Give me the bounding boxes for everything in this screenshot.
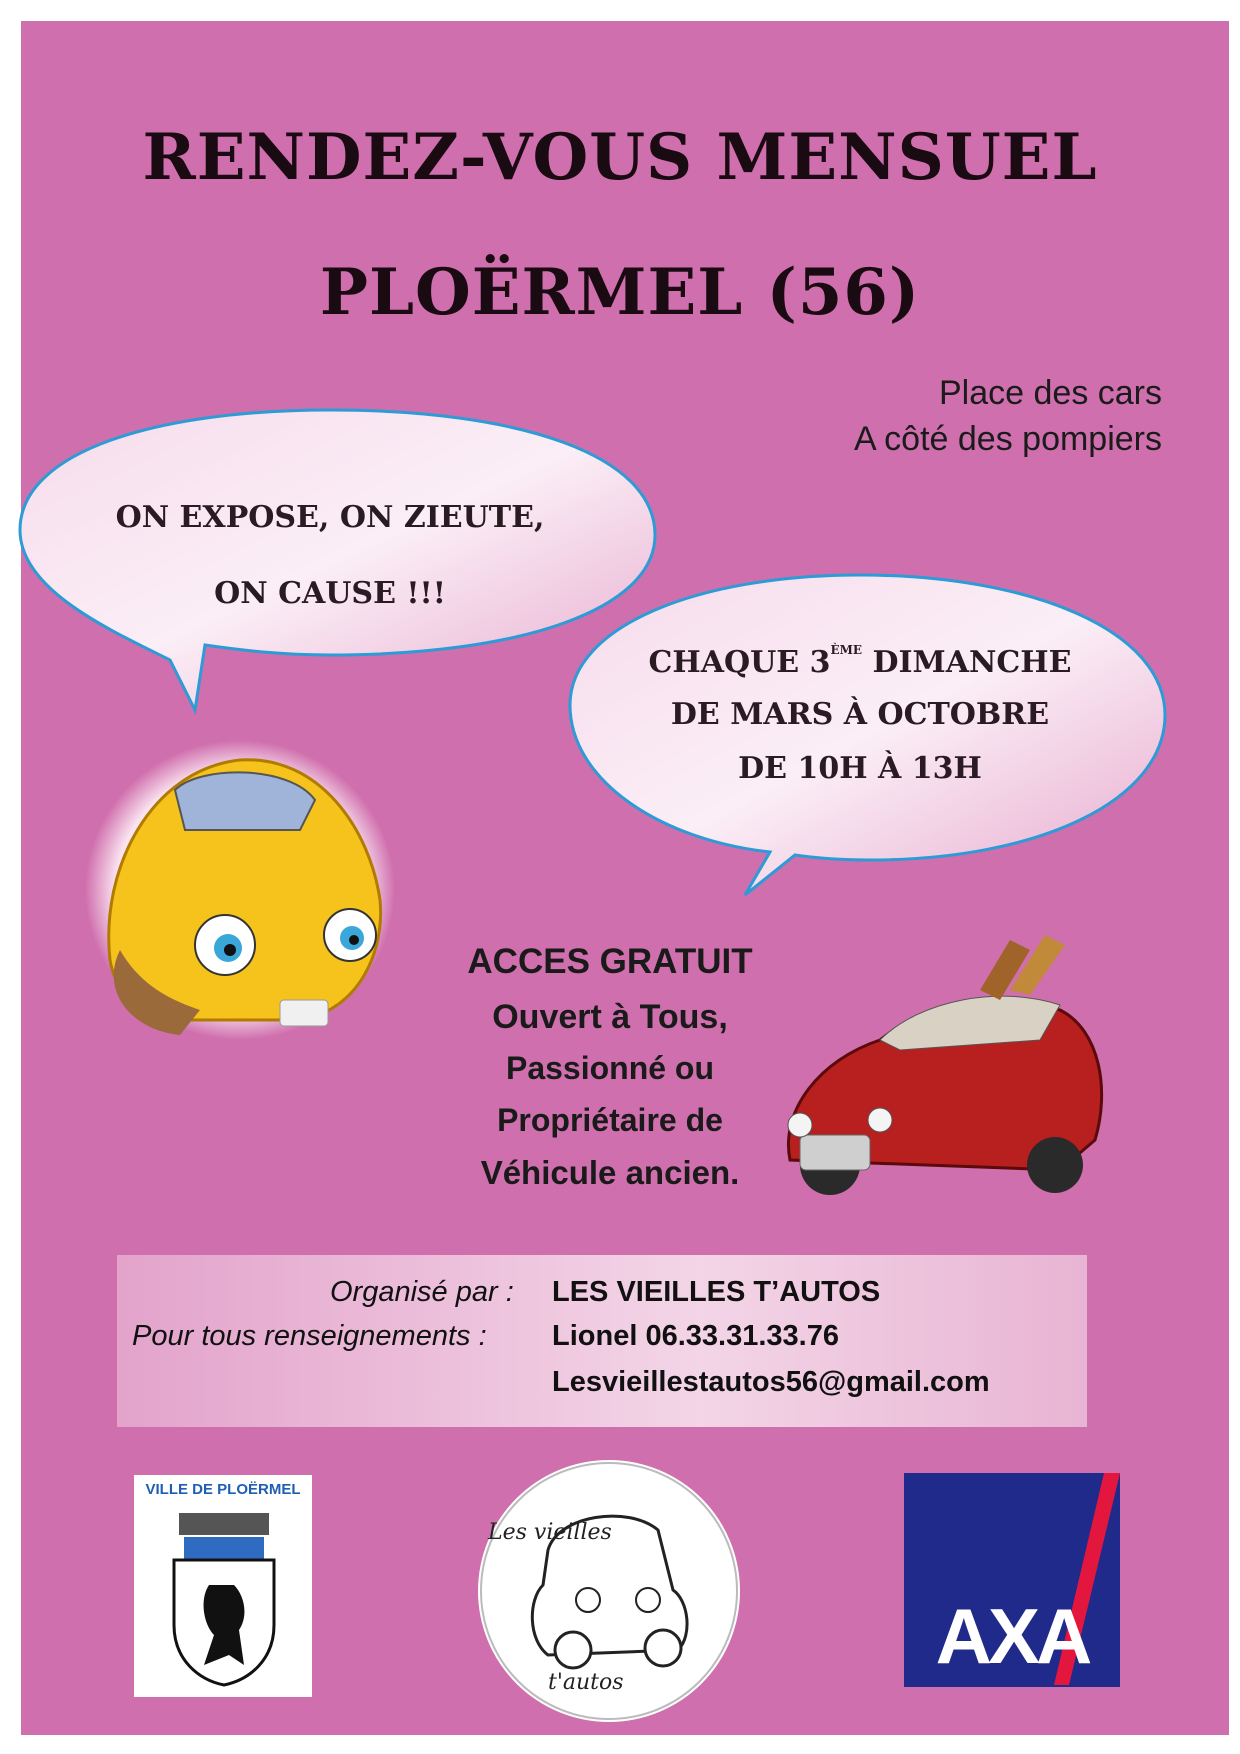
access-line-3: Passionné ou bbox=[505, 1050, 715, 1086]
schedule-suffix: DIMANCHE bbox=[862, 645, 1072, 680]
bubble-right-line-2: DE MARS À OCTOBRE bbox=[670, 697, 1050, 732]
bubble-left-line-2: ON CAUSE !!! bbox=[214, 576, 446, 611]
organizer-label: Organisé par : bbox=[330, 1276, 514, 1308]
axa-wordmark: AXA bbox=[935, 1592, 1089, 1680]
access-line-4: Propriétaire de bbox=[497, 1102, 723, 1138]
club-logo-text-bottom: t'autos bbox=[548, 1670, 624, 1695]
city-logo-label: VILLE DE PLOËRMEL bbox=[145, 1481, 301, 1498]
poster-subtitle-city: PLOËRMEL (56) bbox=[319, 255, 921, 330]
contact-email: Lesvieillestautos56@gmail.com bbox=[552, 1366, 990, 1398]
access-line-2: Ouvert à Tous, bbox=[492, 998, 728, 1036]
info-label: Pour tous renseignements : bbox=[132, 1320, 487, 1352]
schedule-prefix: CHAQUE 3 bbox=[648, 645, 831, 680]
red-2cv-illustration bbox=[788, 935, 1102, 1195]
yellow-beetle-illustration bbox=[85, 740, 395, 1040]
club-logo bbox=[478, 1460, 740, 1722]
bubble-right-line-3: DE 10H À 13H bbox=[738, 751, 982, 786]
coat-of-arms-icon bbox=[154, 1505, 294, 1690]
location-line-1: Place des cars bbox=[939, 374, 1162, 412]
access-line-5: Véhicule ancien. bbox=[480, 1154, 740, 1191]
axa-logo bbox=[904, 1473, 1120, 1687]
city-logo bbox=[134, 1475, 312, 1697]
organizer-name: LES VIEILLES T’AUTOS bbox=[552, 1276, 881, 1308]
access-free-heading: ACCES GRATUIT bbox=[467, 942, 753, 981]
schedule-ordinal: ÈME bbox=[830, 643, 863, 657]
contact-phone: Lionel 06.33.31.33.76 bbox=[552, 1320, 839, 1352]
club-logo-text-top: Les vieilles bbox=[488, 1520, 612, 1545]
location-line-2: A côté des pompiers bbox=[853, 420, 1162, 458]
bubble-left bbox=[20, 410, 655, 710]
bubble-right-line-1 bbox=[630, 643, 1090, 680]
bubble-right bbox=[570, 575, 1165, 895]
poster-title: RENDEZ-VOUS MENSUEL bbox=[142, 120, 1098, 195]
bubble-left-line-1: ON EXPOSE, ON ZIEUTE, bbox=[115, 500, 545, 535]
